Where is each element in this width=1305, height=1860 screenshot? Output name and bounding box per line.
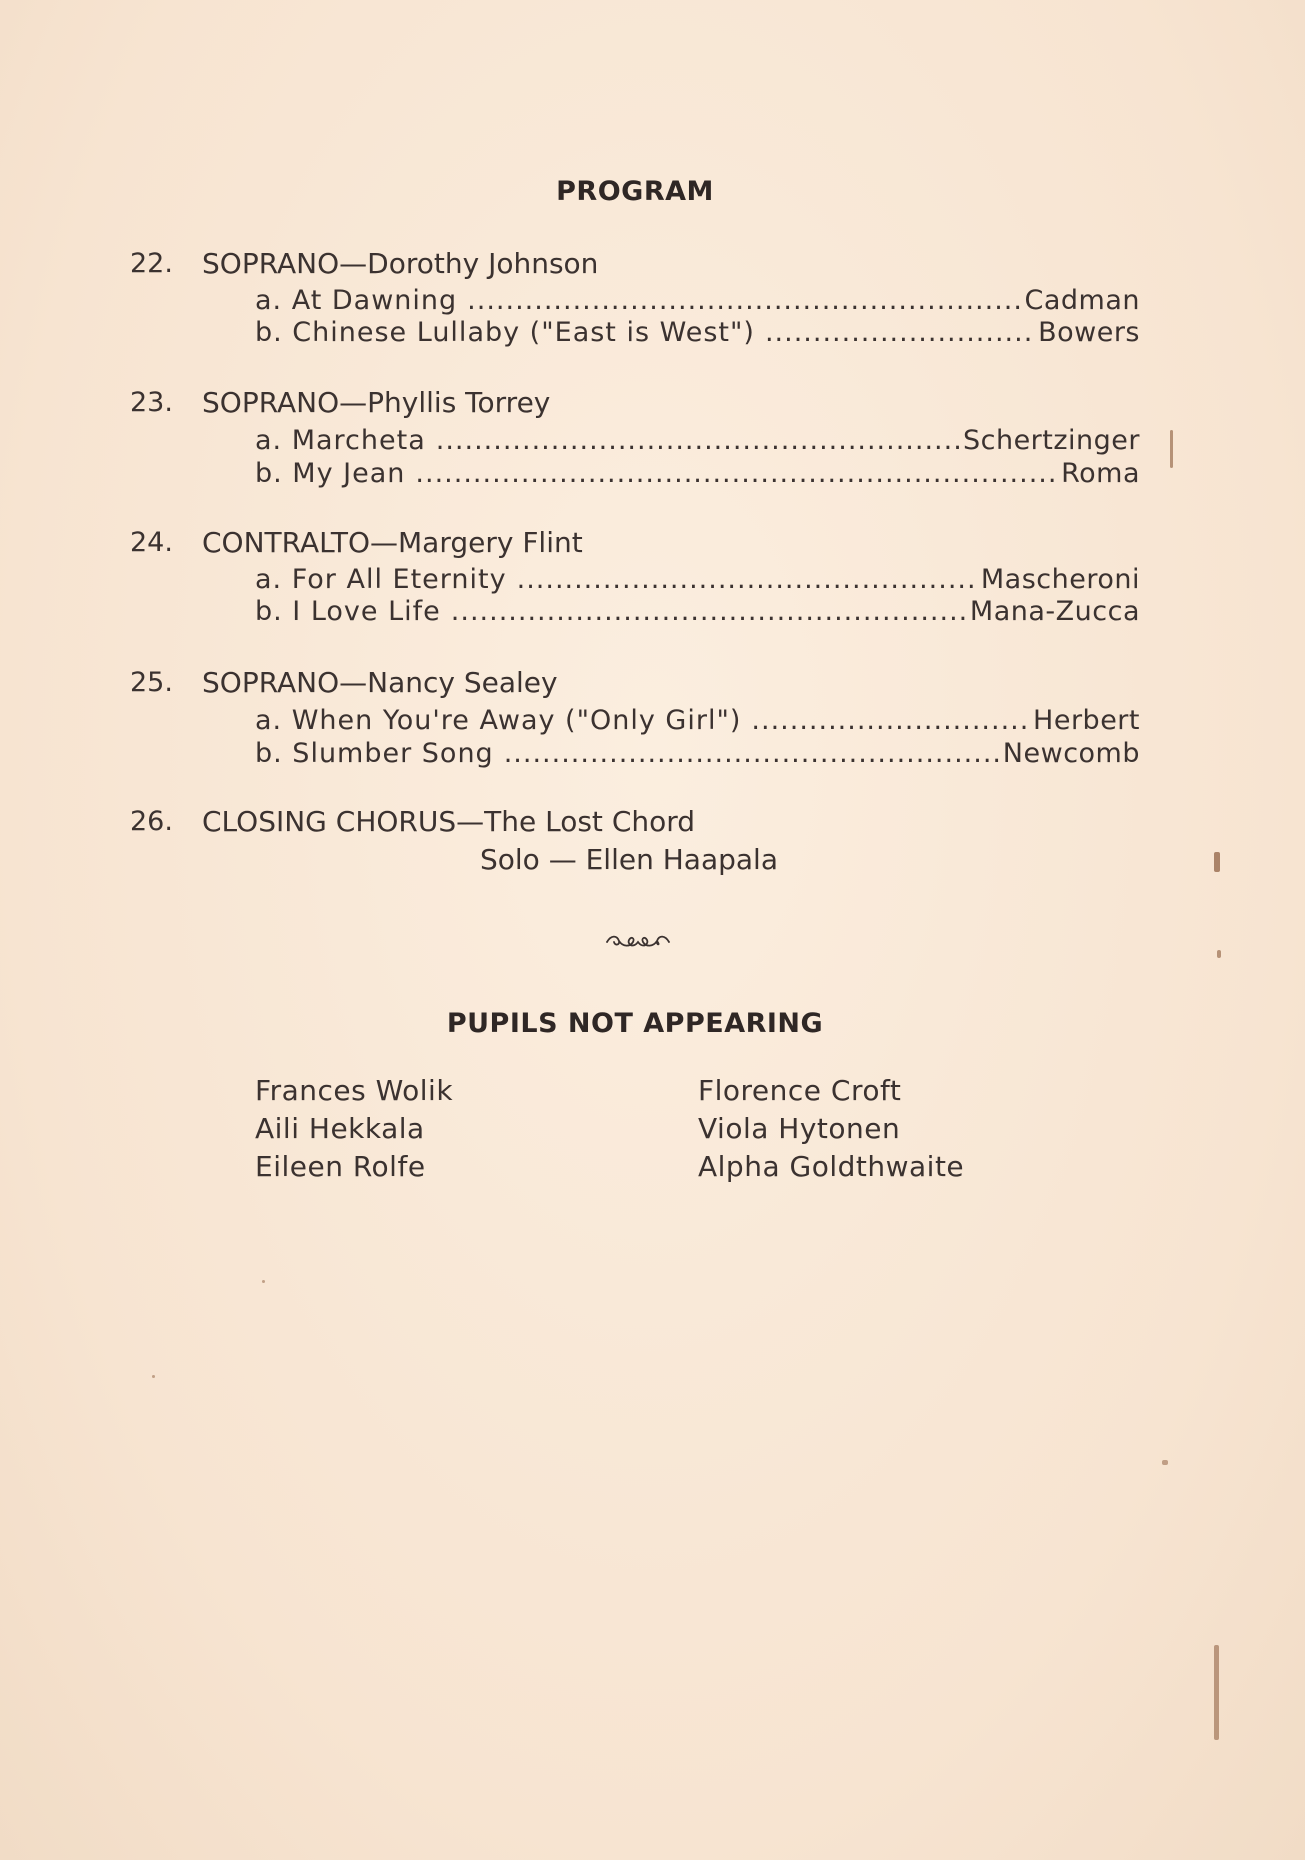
dot-leader [517, 564, 979, 595]
item-number: 23. [130, 387, 173, 418]
song-line [255, 458, 1140, 489]
paper-mark [1214, 1645, 1219, 1740]
song-line [255, 425, 1140, 456]
scroll-flourish-icon [603, 930, 673, 954]
item-number: 25. [130, 667, 173, 698]
composer: Mana-Zucca [969, 596, 1140, 627]
dot-leader [451, 596, 968, 627]
program-title: PROGRAM [556, 176, 714, 207]
song-line [255, 738, 1140, 769]
pupil-name: Eileen Rolfe [255, 1150, 426, 1183]
item-heading: SOPRANO—Dorothy Johnson [202, 247, 599, 280]
item-heading: CONTRALTO—Margery Flint [202, 526, 583, 559]
paper-mark [1214, 852, 1220, 872]
composer: Mascheroni [980, 564, 1140, 595]
composer: Schertzinger [962, 425, 1140, 456]
dot-leader [504, 738, 1001, 769]
song-title: b. My Jean [255, 458, 406, 489]
song-title: b. I Love Life [255, 596, 441, 627]
composer: Herbert [1033, 705, 1140, 736]
item-heading: CLOSING CHORUS—The Lost Chord [202, 805, 696, 838]
pupil-name: Aili Hekkala [255, 1112, 425, 1145]
paper-mark [262, 1280, 265, 1283]
composer: Newcomb [1002, 738, 1140, 769]
song-title: b. Slumber Song [255, 738, 494, 769]
song-line [255, 596, 1140, 627]
song-title: b. Chinese Lullaby ("East is West") [255, 317, 755, 348]
item-heading: SOPRANO—Nancy Sealey [202, 666, 558, 699]
dot-leader [467, 285, 1022, 316]
dot-leader [751, 705, 1031, 736]
song-line [255, 285, 1140, 316]
song-line [255, 705, 1140, 736]
dot-leader [415, 458, 1059, 489]
composer: Cadman [1024, 285, 1140, 316]
pupil-name: Frances Wolik [255, 1074, 454, 1107]
song-line [255, 317, 1140, 348]
dot-leader [436, 425, 961, 456]
song-title: a. For All Eternity [255, 564, 507, 595]
paper-mark [1162, 1460, 1168, 1465]
item-number: 26. [130, 806, 173, 837]
song-title: a. When You're Away ("Only Girl") [255, 705, 742, 736]
paper-mark [1170, 430, 1173, 468]
item-number: 22. [130, 248, 173, 279]
composer: Roma [1061, 458, 1140, 489]
paper-mark [152, 1375, 155, 1378]
pupils-title: PUPILS NOT APPEARING [446, 1008, 824, 1039]
pupil-name: Viola Hytonen [698, 1112, 901, 1145]
pupil-name: Florence Croft [698, 1074, 902, 1107]
dot-leader [765, 317, 1036, 348]
solo-line: Solo — Ellen Haapala [480, 843, 778, 876]
song-line [255, 564, 1140, 595]
song-title: a. Marcheta [255, 425, 426, 456]
paper-mark [1217, 950, 1221, 958]
song-title: a. At Dawning [255, 285, 458, 316]
item-heading: SOPRANO—Phyllis Torrey [202, 386, 551, 419]
pupil-name: Alpha Goldthwaite [698, 1150, 965, 1183]
item-number: 24. [130, 527, 173, 558]
composer: Bowers [1038, 317, 1140, 348]
